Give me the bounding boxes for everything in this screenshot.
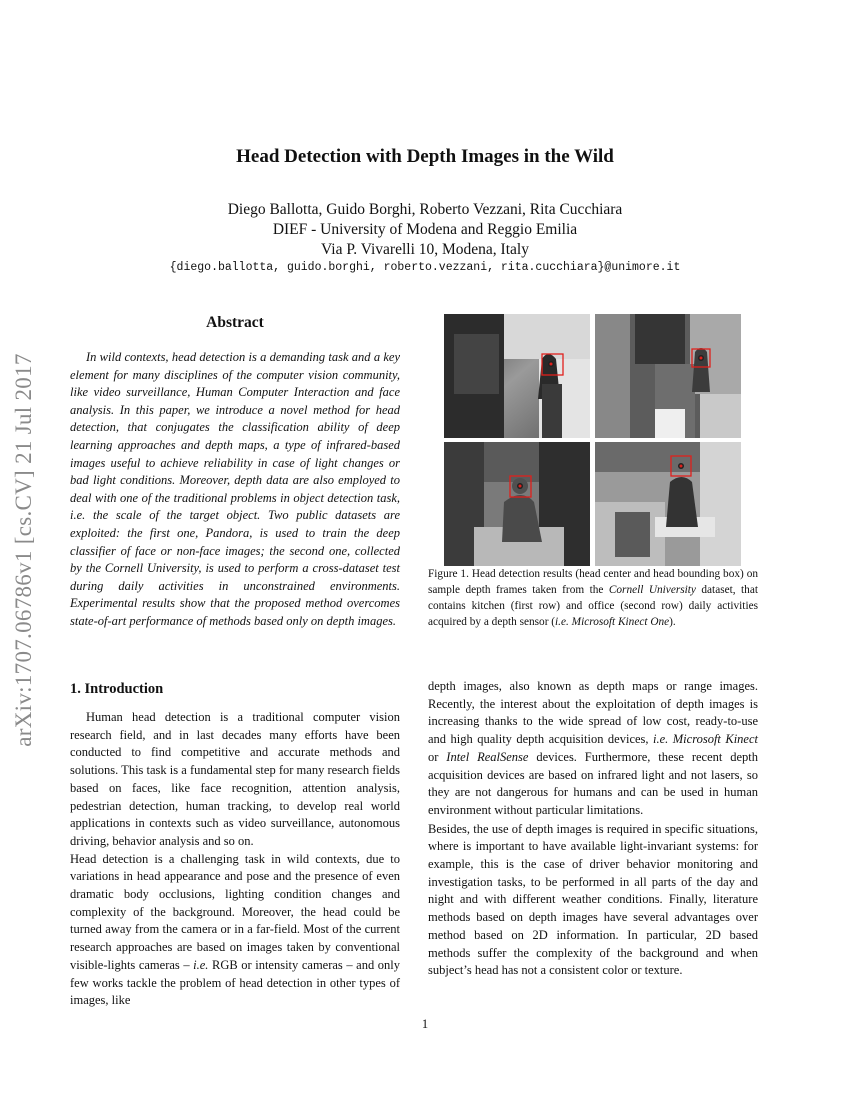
intro-paragraph-3: [428, 678, 758, 820]
intro-left-column: [70, 709, 400, 1010]
depth-frame-office-2: [595, 442, 741, 566]
affiliation: DIEF - University of Modena and Reggio Emilia: [272, 221, 578, 238]
section-heading-introduction: 1. Introduction: [70, 681, 164, 697]
abstract-heading: Abstract: [206, 314, 264, 331]
intro-paragraph-3a: depth images, also known as depth maps or range images. Recently, the interest about the exploitation of depth images is increasing thanks to the wide spread of low cost, ready-to-use and high quality depth acquisition devices,: [428, 679, 758, 747]
caption-em-2: i.e. Microsoft Kinect One: [555, 616, 670, 628]
intro-paragraph-2b: RGB or intensity cameras – and only few works tackle the problem of head detection in other types of images, like: [70, 957, 400, 1008]
intro-paragraph-2-em: i.e.: [193, 957, 209, 972]
page-number: 1: [421, 1017, 429, 1031]
figure-caption: [428, 566, 758, 630]
depth-frame-kitchen-2: [595, 314, 741, 438]
depth-frame-office-1: [444, 442, 590, 566]
caption-part-3: ).: [669, 616, 676, 628]
intro-paragraph-1: Human head detection is a traditional computer vision research field, and in last decades many efforts have been conducted to find competitive and accurate methods and solutions. This task is a fundamental step for many research fields based on faces, like face recognition, attention analysis, pedestrian detection, human tracking, to develop real world applications in contexts such as video surveillance, autonomous driving, behavior analysis and so on.: [70, 710, 400, 848]
caption-part-2: dataset, that contains kitchen (first row) and office (second row) daily activities acquired by a depth sensor (: [428, 584, 758, 628]
intro-paragraph-2: [70, 851, 400, 1010]
abstract-text: In wild contexts, head detection is a demanding task and a key element for many disciplines of the computer vision community, like video surveillance, Human Computer Interaction and face analysis. In this paper, we introduce a novel method for head detection, that conjugates the classification ability of deep learning approaches and depth maps, a type of infrared-based images useful to achieve reliability in case of light changes or bad light conditions. Moreover, depth data are also employed to deal with one of the traditional problems in object detection task, i.e. the scale of the target object. Two public datasets are exploited: the first one, Pandora, is used to train the deep classifier of face or non-face images; the second one, collected by the Cornell University, is used to perform a cross-dataset test during daily activities in unconstrained environments. Experimental results show that the proposed method overcomes state-of-art performance of methods based only on depth images.: [70, 350, 400, 628]
intro-paragraph-3-em3: Intel RealSense: [446, 749, 529, 764]
caption-em-1: Cornell University: [608, 584, 696, 596]
intro-paragraph-3-or: or: [428, 749, 447, 764]
authors: Diego Ballotta, Guido Borghi, Roberto Vezzani, Rita Cucchiara: [227, 201, 623, 218]
arxiv-id: arXiv:1707.06786v1 [cs.CV] 21 Jul 2017: [11, 353, 36, 747]
author-emails: {diego.ballotta, guido.borghi, roberto.vezzani, rita.cucchiara}@unimore.it: [169, 261, 681, 274]
intro-paragraph-3-em1: i.e.: [653, 732, 669, 747]
figure-1: [444, 314, 741, 566]
intro-paragraph-2a: Head detection is a challenging task in wild contexts, due to variations in head appearance and pose and the presence of even dramatic body occlusions, lighting condition changes and complexity of the background. Moreover, the head could be turned away from the camera or in a far-field. Most of the current research approaches are based on images taken by conventional visible-lights cameras –: [70, 851, 400, 972]
intro-right-column: [428, 678, 758, 980]
intro-paragraph-3b: devices. Furthermore, these recent depth acquisition devices are based on infrared light and not lasers, so they are not dangerous for humans and can be used in human environment without particular limitations.: [428, 749, 759, 817]
arxiv-watermark: [0, 300, 48, 800]
intro-paragraph-4: Besides, the use of depth images is required in specific situations, where is important to have available light-invariant systems: for example, this is the case of driver behavior monitoring and investigation tasks, to be performed in all parts of the day and night and with different weather conditions. Finally, literature methods based on depth images have several advantages over method based on 2D information. In particular, 2D based methods suffer the complexity of the background and when subject’s head has not a consistent color or texture.: [428, 821, 758, 978]
address: Via P. Vivarelli 10, Modena, Italy: [321, 241, 529, 258]
depth-frame-kitchen-1: [444, 314, 590, 438]
paper-title: Head Detection with Depth Images in the Wild: [236, 146, 614, 167]
intro-paragraph-3-em2: Microsoft Kinect: [672, 732, 759, 747]
author-block: [0, 200, 850, 260]
caption-part-1: Figure 1. Head detection results (head center and head bounding box) on sample depth frames taken from the: [428, 568, 758, 596]
